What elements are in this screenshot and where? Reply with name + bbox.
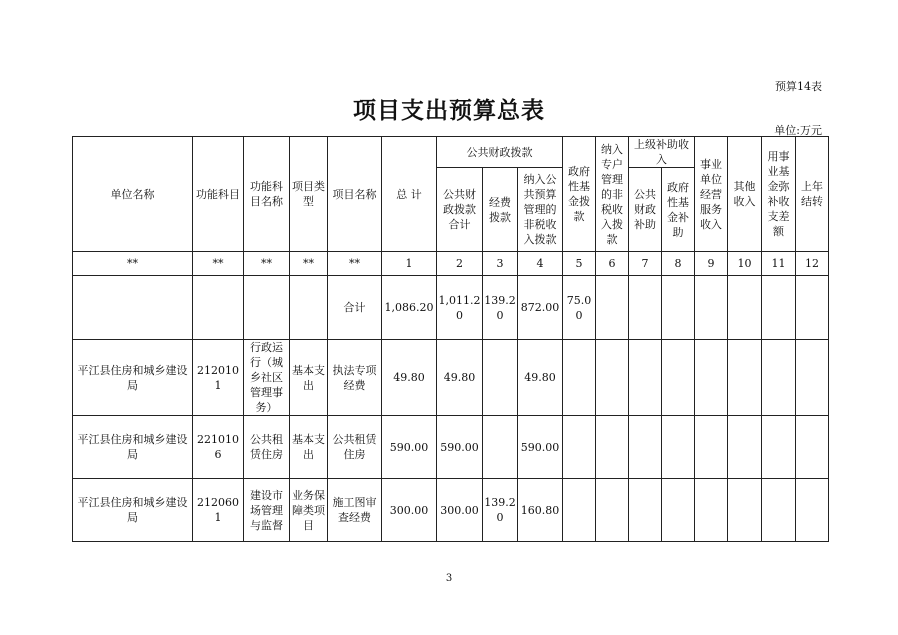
marker-cell: ** (244, 252, 290, 276)
marker-cell: 12 (796, 252, 829, 276)
budget-table (72, 136, 829, 542)
total-public-finance: 1,011.20 (437, 276, 483, 340)
page-title: 项目支出预算总表 (353, 97, 545, 124)
total-total: 1,086.20 (382, 276, 437, 340)
row-func-code: 2120101 (193, 340, 244, 416)
table-number-note: 预算14表 (775, 80, 822, 93)
marker-cell: 4 (518, 252, 563, 276)
row-unit-name: 平江县住房和城乡建设局 (73, 340, 193, 416)
marker-cell: 11 (762, 252, 796, 276)
row-proj-type: 业务保障类项目 (290, 479, 328, 542)
header-public-finance-total: 公共财政拨款合计 (437, 168, 483, 252)
marker-cell: 5 (563, 252, 596, 276)
marker-cell: 1 (382, 252, 437, 276)
row-func-name: 行政运行（城乡社区管理事务） (244, 340, 290, 416)
header-func-name: 功能科目名称 (244, 137, 290, 252)
marker-row (73, 252, 829, 276)
header-proj-name: 项目名称 (328, 137, 382, 252)
row-func-name: 建设市场管理与监督 (244, 479, 290, 542)
row-proj-type: 基本支出 (290, 416, 328, 479)
unit-label: 单位:万元 (774, 124, 822, 137)
header-other-income: 其他收入 (728, 137, 762, 252)
header-func-code: 功能科目 (193, 137, 244, 252)
marker-cell: 10 (728, 252, 762, 276)
header-non-tax: 纳入公共预算管理的非税收入拨款 (518, 168, 563, 252)
marker-cell: ** (193, 252, 244, 276)
header-carryover: 上年结转 (796, 137, 829, 252)
row-unit-name: 平江县住房和城乡建设局 (73, 416, 193, 479)
row-non-tax: 590.00 (518, 416, 563, 479)
row-total: 49.80 (382, 340, 437, 416)
header-proj-type: 项目类型 (290, 137, 328, 252)
header-business-income: 事业单位经营服务收入 (695, 137, 728, 252)
row-total: 590.00 (382, 416, 437, 479)
row-non-tax: 49.80 (518, 340, 563, 416)
total-row (73, 276, 829, 340)
header-total: 总 计 (382, 137, 437, 252)
header-public-finance: 公共财政拨款 (437, 137, 563, 168)
table-row (73, 416, 829, 479)
row-funding: 139.20 (483, 479, 518, 542)
table-row (73, 479, 829, 542)
marker-cell: 9 (695, 252, 728, 276)
marker-cell: ** (73, 252, 193, 276)
row-total: 300.00 (382, 479, 437, 542)
header-superior-subsidy: 上级补助收入 (629, 137, 695, 168)
marker-cell: ** (328, 252, 382, 276)
header-funding: 经费拨款 (483, 168, 518, 252)
marker-cell: 2 (437, 252, 483, 276)
total-non-tax: 872.00 (518, 276, 563, 340)
page-number: 3 (445, 573, 453, 584)
marker-cell: 7 (629, 252, 662, 276)
row-public-finance: 590.00 (437, 416, 483, 479)
header-special-non-tax: 纳入专户管理的非税收入拨款 (596, 137, 629, 252)
total-funding: 139.20 (483, 276, 518, 340)
header-unit-name: 单位名称 (73, 137, 193, 252)
row-non-tax: 160.80 (518, 479, 563, 542)
marker-cell: 6 (596, 252, 629, 276)
row-funding (483, 416, 518, 479)
header-public-finance-subsidy: 公共财政补助 (629, 168, 662, 252)
row-proj-name: 施工图审查经费 (328, 479, 382, 542)
marker-cell: ** (290, 252, 328, 276)
row-proj-name: 执法专项经费 (328, 340, 382, 416)
marker-cell: 3 (483, 252, 518, 276)
table-row (73, 340, 829, 416)
row-public-finance: 300.00 (437, 479, 483, 542)
row-func-name: 公共租赁住房 (244, 416, 290, 479)
row-proj-type: 基本支出 (290, 340, 328, 416)
row-funding (483, 340, 518, 416)
header-gov-fund-subsidy: 政府性基金补助 (662, 168, 695, 252)
total-gov-fund: 75.00 (563, 276, 596, 340)
header-fund-deficit: 用事业基金弥补收支差额 (762, 137, 796, 252)
row-func-code: 2210106 (193, 416, 244, 479)
row-unit-name: 平江县住房和城乡建设局 (73, 479, 193, 542)
marker-cell: 8 (662, 252, 695, 276)
row-func-code: 2120601 (193, 479, 244, 542)
row-proj-name: 公共租赁住房 (328, 416, 382, 479)
row-public-finance: 49.80 (437, 340, 483, 416)
total-label: 合计 (328, 276, 382, 340)
header-gov-fund: 政府性基金拨款 (563, 137, 596, 252)
